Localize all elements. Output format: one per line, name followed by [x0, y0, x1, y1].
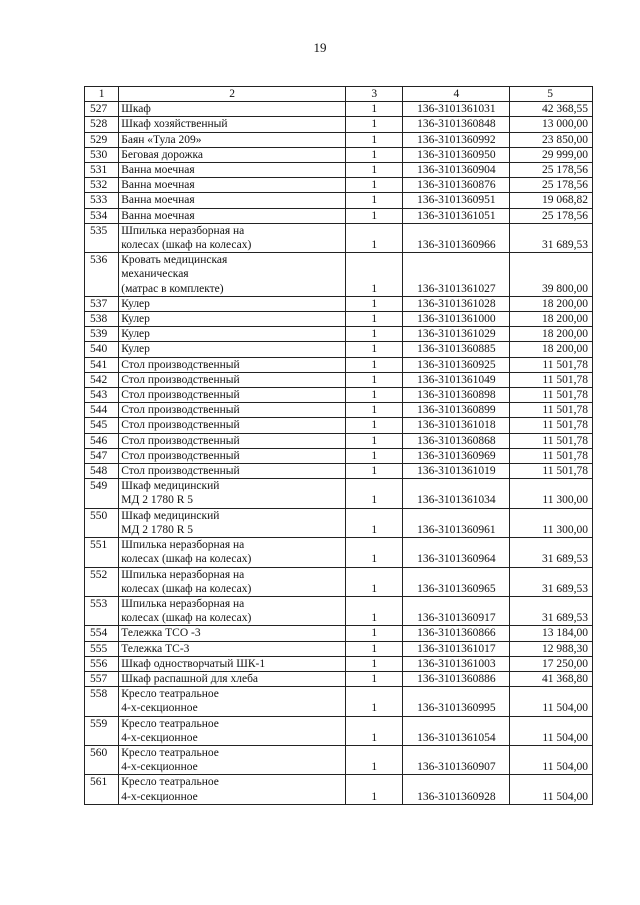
row-number: 551 — [85, 538, 119, 567]
table-row — [85, 671, 593, 686]
item-name: Беговая дорожка — [119, 147, 346, 162]
table-row — [85, 596, 593, 625]
item-cost: 11 504,00 — [510, 745, 593, 774]
table-row — [85, 178, 593, 193]
item-name: Стол производственный — [119, 433, 346, 448]
row-number: 535 — [85, 223, 119, 252]
row-number: 528 — [85, 117, 119, 132]
item-quantity: 1 — [346, 716, 403, 745]
item-quantity: 1 — [346, 745, 403, 774]
inventory-code: 136-3101360995 — [403, 687, 510, 716]
row-number: 543 — [85, 388, 119, 403]
item-name: Кулер — [119, 312, 346, 327]
item-cost: 13 000,00 — [510, 117, 593, 132]
inventory-code: 136-3101361003 — [403, 656, 510, 671]
item-name: Шкаф распашной для хлеба — [119, 671, 346, 686]
row-number: 540 — [85, 342, 119, 357]
row-number: 561 — [85, 775, 119, 804]
item-quantity: 1 — [346, 403, 403, 418]
table-row — [85, 448, 593, 463]
item-cost: 11 501,78 — [510, 357, 593, 372]
item-cost: 39 800,00 — [510, 253, 593, 297]
item-name: Стол производственный — [119, 418, 346, 433]
item-cost: 19 068,82 — [510, 193, 593, 208]
row-number: 552 — [85, 567, 119, 596]
row-number: 555 — [85, 641, 119, 656]
inventory-code: 136-3101360907 — [403, 745, 510, 774]
table-row — [85, 327, 593, 342]
table-row — [85, 253, 593, 297]
inventory-code: 136-3101360898 — [403, 388, 510, 403]
item-cost: 11 504,00 — [510, 716, 593, 745]
row-number: 559 — [85, 716, 119, 745]
item-quantity: 1 — [346, 132, 403, 147]
table-row — [85, 147, 593, 162]
item-quantity: 1 — [346, 372, 403, 387]
item-cost: 11 300,00 — [510, 479, 593, 508]
inventory-code: 136-3101361017 — [403, 641, 510, 656]
inventory-code: 136-3101360917 — [403, 596, 510, 625]
item-cost: 11 504,00 — [510, 775, 593, 804]
item-quantity: 1 — [346, 479, 403, 508]
row-number: 549 — [85, 479, 119, 508]
item-quantity: 1 — [346, 567, 403, 596]
item-cost: 25 178,56 — [510, 178, 593, 193]
inventory-code: 136-3101361031 — [403, 102, 510, 117]
item-name: Тележка ТС-3 — [119, 641, 346, 656]
item-cost: 18 200,00 — [510, 296, 593, 311]
item-name: Кровать медицинская механическая (матрас в комплекте) — [119, 253, 346, 297]
item-name: Кулер — [119, 296, 346, 311]
item-name: Кресло театральное 4-х-секционное — [119, 775, 346, 804]
item-cost: 11 501,78 — [510, 464, 593, 479]
item-quantity: 1 — [346, 448, 403, 463]
item-name: Тележка ТСО -3 — [119, 626, 346, 641]
item-cost: 11 501,78 — [510, 403, 593, 418]
table-row — [85, 388, 593, 403]
inventory-code: 136-3101361029 — [403, 327, 510, 342]
item-quantity: 1 — [346, 641, 403, 656]
table-row — [85, 208, 593, 223]
table-row — [85, 117, 593, 132]
table-row — [85, 626, 593, 641]
row-number: 534 — [85, 208, 119, 223]
row-number: 530 — [85, 147, 119, 162]
row-number: 557 — [85, 671, 119, 686]
row-number: 553 — [85, 596, 119, 625]
table-row — [85, 223, 593, 252]
item-cost: 29 999,00 — [510, 147, 593, 162]
item-quantity: 1 — [346, 223, 403, 252]
table-row — [85, 641, 593, 656]
table-row — [85, 163, 593, 178]
inventory-code: 136-3101360966 — [403, 223, 510, 252]
item-name: Стол производственный — [119, 448, 346, 463]
item-name: Шпилька неразборная на колесах (шкаф на колесах) — [119, 596, 346, 625]
table-row — [85, 656, 593, 671]
item-name: Стол производственный — [119, 464, 346, 479]
item-name: Шпилька неразборная на колесах (шкаф на колесах) — [119, 538, 346, 567]
inventory-code: 136-3101360868 — [403, 433, 510, 448]
item-quantity: 1 — [346, 388, 403, 403]
inventory-code: 136-3101360848 — [403, 117, 510, 132]
table-row — [85, 357, 593, 372]
item-quantity: 1 — [346, 208, 403, 223]
item-quantity: 1 — [346, 296, 403, 311]
table-body — [85, 102, 593, 805]
inventory-code: 136-3101361034 — [403, 479, 510, 508]
item-name: Кресло театральное 4-х-секционное — [119, 687, 346, 716]
item-name: Стол производственный — [119, 357, 346, 372]
inventory-code: 136-3101360951 — [403, 193, 510, 208]
header-cell: 4 — [403, 87, 510, 102]
item-name: Шпилька неразборная на колесах (шкаф на колесах) — [119, 223, 346, 252]
row-number: 545 — [85, 418, 119, 433]
row-number: 556 — [85, 656, 119, 671]
item-name: Ванна моечная — [119, 163, 346, 178]
item-name: Кулер — [119, 327, 346, 342]
item-cost: 18 200,00 — [510, 327, 593, 342]
table-row — [85, 775, 593, 804]
inventory-code: 136-3101361018 — [403, 418, 510, 433]
item-cost: 25 178,56 — [510, 163, 593, 178]
row-number: 533 — [85, 193, 119, 208]
item-quantity: 1 — [346, 687, 403, 716]
inventory-code: 136-3101361028 — [403, 296, 510, 311]
header-cell: 5 — [510, 87, 593, 102]
item-cost: 12 988,30 — [510, 641, 593, 656]
table-row — [85, 433, 593, 448]
item-quantity: 1 — [346, 102, 403, 117]
row-number: 538 — [85, 312, 119, 327]
item-name: Кресло театральное 4-х-секционное — [119, 745, 346, 774]
item-name: Стол производственный — [119, 388, 346, 403]
item-cost: 11 504,00 — [510, 687, 593, 716]
table-row — [85, 418, 593, 433]
item-cost: 25 178,56 — [510, 208, 593, 223]
table-row — [85, 102, 593, 117]
item-cost: 31 689,53 — [510, 538, 593, 567]
item-quantity: 1 — [346, 596, 403, 625]
table-row — [85, 296, 593, 311]
inventory-code: 136-3101360866 — [403, 626, 510, 641]
row-number: 531 — [85, 163, 119, 178]
inventory-code: 136-3101360925 — [403, 357, 510, 372]
table-row — [85, 342, 593, 357]
row-number: 554 — [85, 626, 119, 641]
item-quantity: 1 — [346, 671, 403, 686]
row-number: 541 — [85, 357, 119, 372]
item-quantity: 1 — [346, 418, 403, 433]
page-number: 19 — [313, 40, 327, 55]
row-number: 527 — [85, 102, 119, 117]
table-row — [85, 745, 593, 774]
row-number: 547 — [85, 448, 119, 463]
item-quantity: 1 — [346, 626, 403, 641]
row-number: 536 — [85, 253, 119, 297]
table-row — [85, 687, 593, 716]
table-row — [85, 193, 593, 208]
inventory-code: 136-3101360885 — [403, 342, 510, 357]
item-name: Стол производственный — [119, 372, 346, 387]
row-number: 539 — [85, 327, 119, 342]
item-cost: 11 501,78 — [510, 418, 593, 433]
item-name: Шкаф медицинский МД 2 1780 R 5 — [119, 508, 346, 537]
item-name: Шкаф — [119, 102, 346, 117]
item-name: Шкаф одностворчатый ШК-1 — [119, 656, 346, 671]
inventory-code: 136-3101360886 — [403, 671, 510, 686]
inventory-code: 136-3101360876 — [403, 178, 510, 193]
inventory-code: 136-3101360965 — [403, 567, 510, 596]
item-cost: 31 689,53 — [510, 567, 593, 596]
inventory-code: 136-3101361000 — [403, 312, 510, 327]
table-row — [85, 464, 593, 479]
item-name: Шкаф медицинский МД 2 1780 R 5 — [119, 479, 346, 508]
row-number: 546 — [85, 433, 119, 448]
table-row — [85, 403, 593, 418]
item-cost: 17 250,00 — [510, 656, 593, 671]
row-number: 544 — [85, 403, 119, 418]
item-cost: 42 368,55 — [510, 102, 593, 117]
item-cost: 11 501,78 — [510, 372, 593, 387]
inventory-code: 136-3101360992 — [403, 132, 510, 147]
inventory-code: 136-3101361019 — [403, 464, 510, 479]
inventory-code: 136-3101361051 — [403, 208, 510, 223]
item-cost: 41 368,80 — [510, 671, 593, 686]
row-number: 558 — [85, 687, 119, 716]
row-number: 548 — [85, 464, 119, 479]
row-number: 537 — [85, 296, 119, 311]
item-quantity: 1 — [346, 433, 403, 448]
inventory-code: 136-3101360928 — [403, 775, 510, 804]
item-name: Кресло театральное 4-х-секционное — [119, 716, 346, 745]
item-cost: 11 501,78 — [510, 448, 593, 463]
inventory-code: 136-3101360904 — [403, 163, 510, 178]
item-quantity: 1 — [346, 357, 403, 372]
item-name: Ванна моечная — [119, 208, 346, 223]
inventory-code: 136-3101360950 — [403, 147, 510, 162]
table-row — [85, 132, 593, 147]
item-name: Ванна моечная — [119, 178, 346, 193]
table-row — [85, 716, 593, 745]
row-number: 529 — [85, 132, 119, 147]
table-row — [85, 538, 593, 567]
item-quantity: 1 — [346, 312, 403, 327]
item-cost: 11 501,78 — [510, 433, 593, 448]
row-number: 532 — [85, 178, 119, 193]
item-quantity: 1 — [346, 775, 403, 804]
inventory-code: 136-3101360899 — [403, 403, 510, 418]
row-number: 550 — [85, 508, 119, 537]
item-cost: 18 200,00 — [510, 342, 593, 357]
table-row — [85, 508, 593, 537]
item-cost: 11 501,78 — [510, 388, 593, 403]
inventory-code: 136-3101360964 — [403, 538, 510, 567]
inventory-code: 136-3101361027 — [403, 253, 510, 297]
inventory-code: 136-3101361049 — [403, 372, 510, 387]
item-quantity: 1 — [346, 342, 403, 357]
item-quantity: 1 — [346, 538, 403, 567]
item-quantity: 1 — [346, 147, 403, 162]
row-number: 542 — [85, 372, 119, 387]
item-cost: 13 184,00 — [510, 626, 593, 641]
item-quantity: 1 — [346, 253, 403, 297]
item-cost: 18 200,00 — [510, 312, 593, 327]
item-name: Баян «Тула 209» — [119, 132, 346, 147]
table-row — [85, 567, 593, 596]
header-cell: 1 — [85, 87, 119, 102]
item-quantity: 1 — [346, 327, 403, 342]
item-cost: 31 689,53 — [510, 596, 593, 625]
item-quantity: 1 — [346, 508, 403, 537]
item-name: Кулер — [119, 342, 346, 357]
item-name: Ванна моечная — [119, 193, 346, 208]
item-quantity: 1 — [346, 193, 403, 208]
row-number: 560 — [85, 745, 119, 774]
inventory-table — [84, 86, 593, 805]
inventory-code: 136-3101360961 — [403, 508, 510, 537]
header-cell: 3 — [346, 87, 403, 102]
inventory-code: 136-3101360969 — [403, 448, 510, 463]
item-quantity: 1 — [346, 117, 403, 132]
item-quantity: 1 — [346, 464, 403, 479]
item-quantity: 1 — [346, 656, 403, 671]
item-name: Шкаф хозяйственный — [119, 117, 346, 132]
item-name: Стол производственный — [119, 403, 346, 418]
inventory-code: 136-3101361054 — [403, 716, 510, 745]
table-header-row — [85, 87, 593, 102]
item-cost: 11 300,00 — [510, 508, 593, 537]
item-name: Шпилька неразборная на колесах (шкаф на колесах) — [119, 567, 346, 596]
item-cost: 23 850,00 — [510, 132, 593, 147]
item-quantity: 1 — [346, 178, 403, 193]
header-cell: 2 — [119, 87, 346, 102]
item-quantity: 1 — [346, 163, 403, 178]
table-row — [85, 312, 593, 327]
table-row — [85, 479, 593, 508]
table-row — [85, 372, 593, 387]
item-cost: 31 689,53 — [510, 223, 593, 252]
